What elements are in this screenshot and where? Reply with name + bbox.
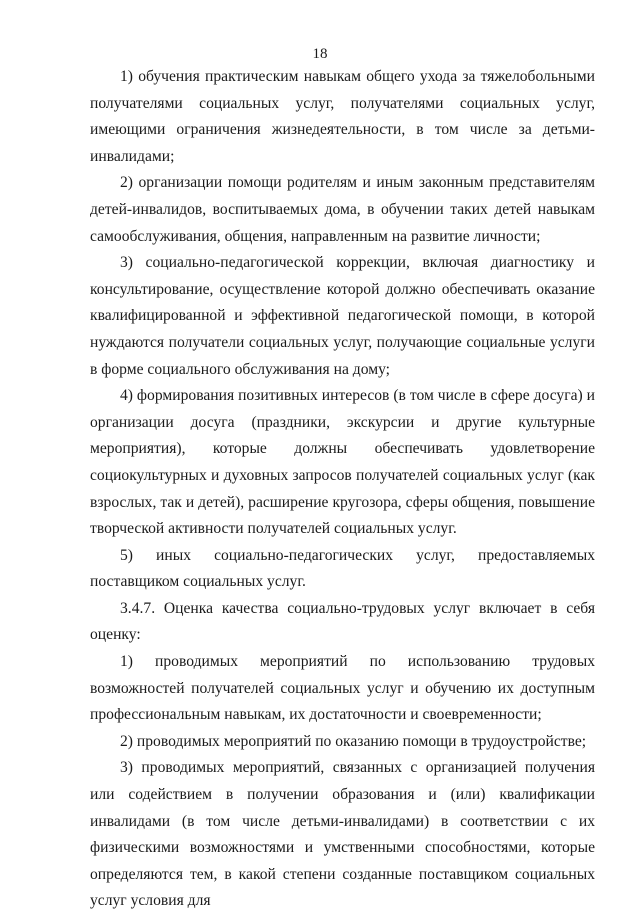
paragraph: 3) социально-педагогической коррекции, включая диагностику и консультирование, осуществление которой должно обеспечивать оказание квалифицированной и эффективной педагогической помощи, в которой нуждаются получатели социальных услуг, получающие социальные услуги в форме социального обслуживания на дому; <box>90 254 595 378</box>
page-number: 18 <box>312 46 328 62</box>
paragraph: 3) проводимых мероприятий, связанных с организацией получения или содействием в получении образования и (или) квалификации инвалидами (в том числе детьми-инвалидами) в соответствии с их физическими возможностями и умственными способностями, которые определяются тем, в какой степени созданные поставщиком социальных услуг условия для <box>90 759 595 910</box>
paragraph: 2) проводимых мероприятий по оказанию помощи в трудоустройстве; <box>120 732 587 750</box>
section-paragraph: 3.4.7. Оценка качества социально-трудовых услуг включает в себя оценку: <box>90 599 595 644</box>
paragraph: 5) иных социально-педагогических услуг, предоставляемых поставщиком социальных услуг. <box>90 546 595 591</box>
paragraph: 1) обучения практическим навыкам общего ухода за тяжелобольными получателями социальных услуг, получателями социальных услуг, имеющими ограничения жизнедеятельности, в том числе за детьми-инвалидами; <box>90 68 595 165</box>
paragraph: 4) формирования позитивных интересов (в том числе в сфере досуга) и организации досуга (праздники, экскурсии и другие культурные мероприятия), которые должны обеспечивать удовлетворение социокультурных и духовных запросов получателей социальных услуг (как взрослых, так и детей), расширение кругозора, сферы общения, повышение творческой активности получателей социальных услуг. <box>90 387 595 538</box>
paragraph: 2) организации помощи родителям и иным законным представителям детей-инвалидов, воспитываемых дома, в обучении таких детей навыкам самообслуживания, общения, направленным на развитие личности; <box>90 174 595 245</box>
document-body <box>90 64 595 915</box>
paragraph: 1) проводимых мероприятий по использованию трудовых возможностей получателей социальных услуг и обучению их доступным профессиональным навыкам, их достаточности и своевременности; <box>90 653 595 724</box>
